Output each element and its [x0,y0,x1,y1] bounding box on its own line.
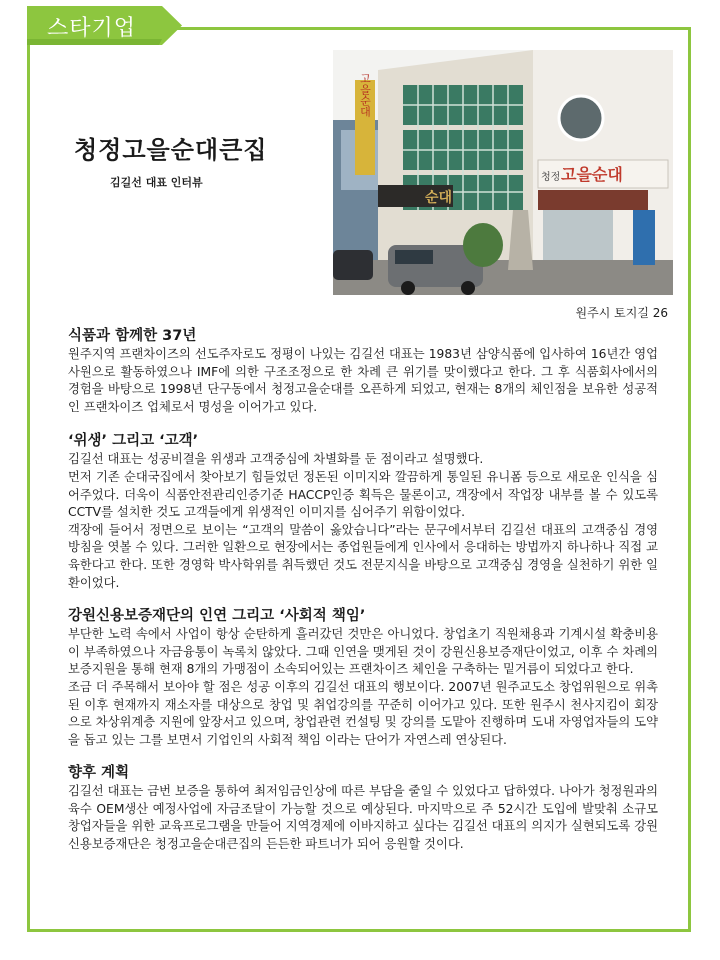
article-subtitle: 김길선 대표 인터뷰 [110,176,203,189]
storefront-photo [333,50,673,295]
vertical-sign-text: 고을순대 [358,73,372,117]
paragraph: 김길선 대표는 금번 보증을 통하여 최저임금인상에 따른 부담을 줄일 수 있었다고 답하였다. 나아가 청정원과의 육수 OEM생산 예정사업에 자금조달이 가능할 것으로 예상된다. 마지막으로 주 52시간 도입에 발맞춰 소규모 창업자들을 위한 교육프로그램을 만들어 지역경제에 이바지하고 싶다는 김길선 대표의 의지가 실현되도록 강원신용보증재단은 청정고을순대큰집의 든든한 파트너가 되어 응원할 것이다. [68,784,658,852]
category-tab [27,6,182,45]
paragraph: 김길선 대표는 성공비결을 위생과 고객중심에 차별화를 둔 점이라고 설명했다. [68,452,484,467]
section-future-plan [68,763,658,853]
paragraph: 원주지역 프랜차이즈의 선도주자로도 정평이 나있는 김길선 대표는 1983년 삼양식품에 입사하여 16년간 영업사원으로 활동하였으나 IMF에 의한 구조조정으로 한 차례 큰 위기를 맞이했다고 한다. 그 후 식품회사에서의 경험을 바탕으로 1998년 단구동에서 청정고을순대를 오픈하게 되었고, 현재는 8개의 체인점을 보유한 성공적인 프랜차이즈 업체로서 명성을 이어가고 있다. [68,347,658,414]
section-heading: 향후 계획 [68,765,130,782]
side-sign-text: 청정 [541,172,561,183]
front-sign-text: 순대 [425,190,453,206]
main-sign-text: 고을순대 [561,165,623,184]
photo-caption: 원주시 토지길 26 [575,306,668,320]
section-heading: 강원신용보증재단의 인연 그리고 ‘사회적 책임’ [68,608,366,625]
article-title: 청정고을순대큰집 [74,136,268,164]
article-body [68,326,658,854]
section-hygiene [68,431,658,592]
paragraph: 부단한 노력 속에서 사업이 항상 순탄하게 흘러갔던 것만은 아니었다. 창업초기 직원채용과 기계시설 확충비용이 부족하였으나 자금융통이 녹록치 않았다. 그때 인연을 맺게된 것이 강원신용보증재단이었고, 이후 수 차례의 보증지원을 통해 현재 8개의 가맹점이 소속되어있는 프랜차이즈 체인을 구축하는 밑거름이 되었다고 한다. [68,627,658,677]
paragraph: 조금 더 주목해서 보아야 할 점은 성공 이후의 김길선 대표의 행보이다. 2007년 원주교도소 창업위원으로 위촉된 이후 현재까지 재소자를 대상으로 창업 및 취업강의를 꾸준히 이어가고 있다. 또한 원주시 천사지킴이 회장으로 차상위계층 지원에 앞장서고 있으며, 창업관련 컨설팅 및 강의를 도맡아 진행하며 도내 자영업자들의 도약을 돕고 있는 그를 보면서 기업인의 사회적 책임 이라는 단어가 자연스레 연상된다. [68,679,658,747]
paragraph: 먼저 기존 순대국집에서 찾아보기 힘들었던 정돈된 이미지와 깔끔하게 통일된 유니폼 등으로 새로운 인식을 심어주었다. 더욱이 식품안전관리인증기준 HACCP인증 획득은 물론이고, 객장에서 작업장 내부를 볼 수 있도록 CCTV를 설치한 것도 고객들에게 위생적인 이미지를 심어주기 위함이었다. [68,469,658,520]
section-heading: ‘위생’ 그리고 ‘고객’ [68,433,199,450]
section-heading: 식품과 함께한 37년 [68,328,197,344]
paragraph: 객장에 들어서 정면으로 보이는 “고객의 말씀이 옳았습니다”라는 문구에서부터 김길선 대표의 고객중심 경영방침을 엿볼 수 있다. 그러한 일환으로 현장에서는 종업원들에게 인사에서 응대하는 방법까지 하나하나 직접 교육한다고 한다. 또한 경영학 박사학위를 취득했던 것도 전문지식을 바탕으로 고객중심 경영을 실천하기 위한 일환이었다. [68,522,658,590]
category-label: 스타기업 [47,16,137,41]
section-responsibility [68,606,658,749]
section-history [68,326,658,416]
